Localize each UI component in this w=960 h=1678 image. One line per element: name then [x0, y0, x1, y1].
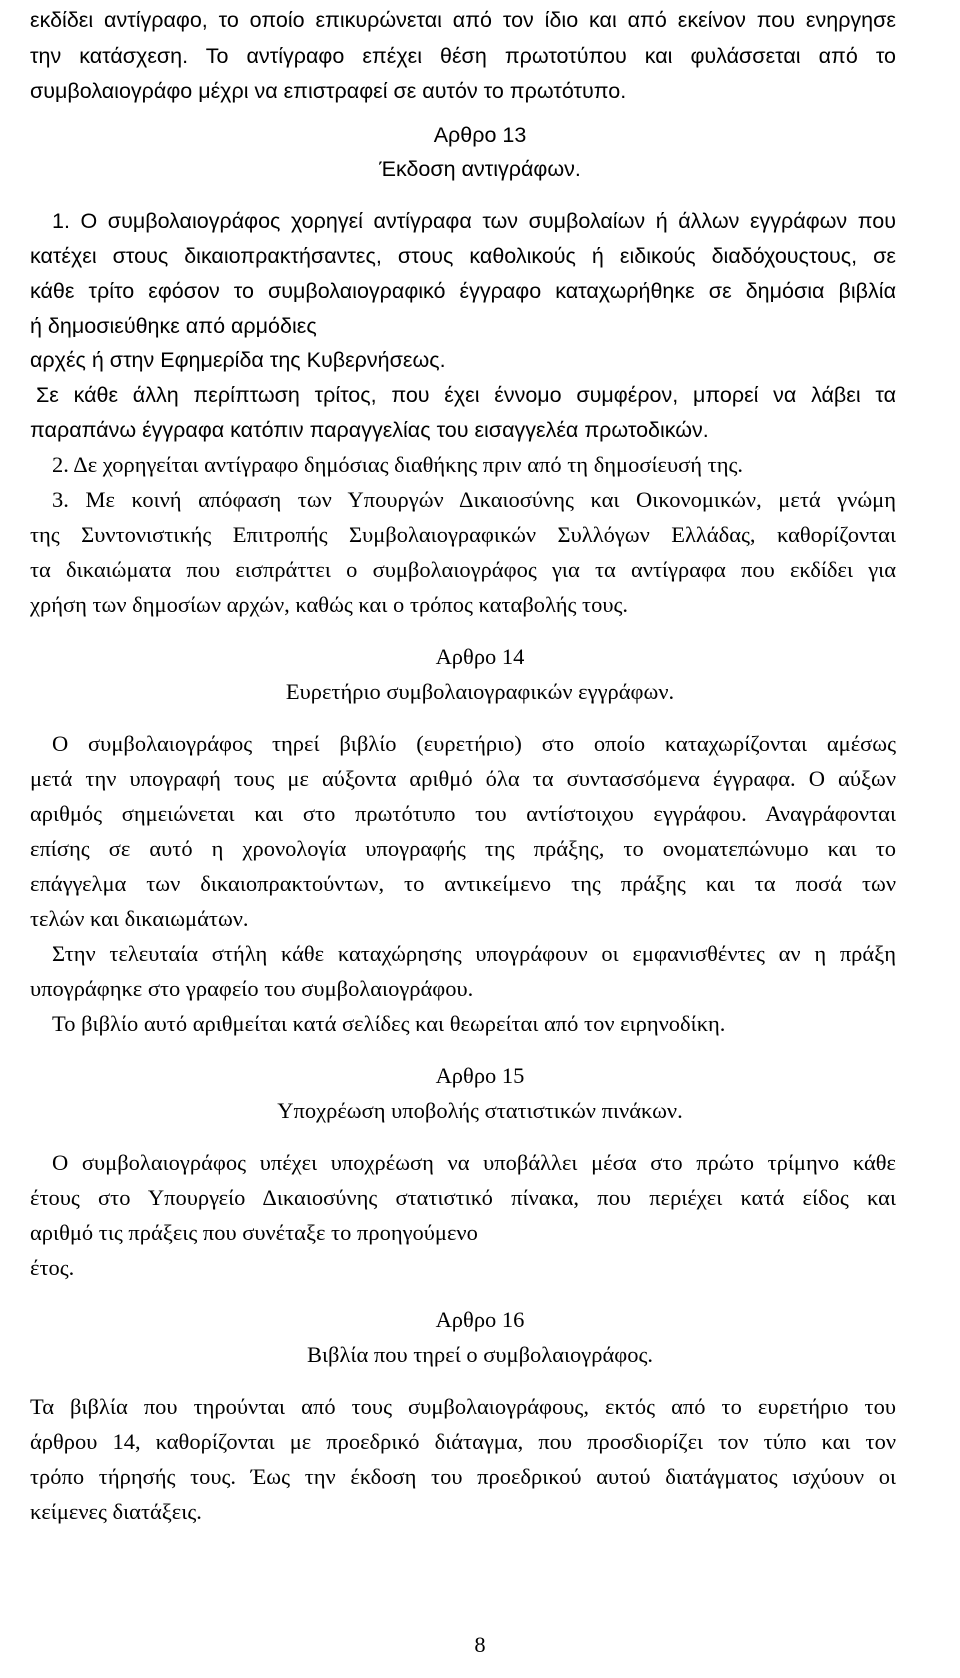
- article-16-line: κείμενες διατάξεις.: [30, 1499, 202, 1524]
- article-14-line: Το βιβλίο αυτό αριθμείται κατά σελίδες και θεωρείται από τον ειρηνοδίκη.: [52, 1011, 726, 1036]
- intro-line: την κατάσχεση. Το αντίγραφο επέχει θέση πρωτοτύπου και φυλάσσεται από το: [30, 44, 896, 68]
- article-15-line: έτους στο Υπουργείο Δικαιοσύνης στατιστικό πίνακα, που περιέχει κατά είδος και: [30, 1185, 896, 1210]
- article-16-heading: Αρθρο 16: [435, 1307, 525, 1332]
- article-13-line: της Συντονιστικής Επιτροπής Συμβολαιογραφικών Συλλόγων Ελλάδας, καθορίζονται: [30, 522, 896, 547]
- article-13-line: κατέχει στους δικαιοπρακτήσαντες, στους καθολικούς ή ειδικούς διαδόχουςτους, σε: [30, 244, 896, 268]
- article-13-line: αρχές ή στην Εφημερίδα της Κυβερνήσεως.: [30, 348, 446, 372]
- article-13-title: Έκδοση αντιγράφων.: [379, 157, 581, 181]
- article-16-line: Τα βιβλία που τηρούνται από τους συμβολαιογράφους, εκτός από το ευρετήριο του: [30, 1394, 896, 1419]
- article-14-line: επάγγελμα των δικαιοπρακτούντων, το αντικείμενο της πράξης και τα ποσά των: [30, 871, 896, 896]
- article-13-line: 1. Ο συμβολαιογράφος χορηγεί αντίγραφα των συμβολαίων ή άλλων εγγράφων που: [52, 209, 896, 233]
- article-14-line: Ο συμβολαιογράφος τηρεί βιβλίο (ευρετήριο) στο οποίο καταχωρίζονται αμέσως: [52, 731, 896, 756]
- article-15-line: έτος.: [30, 1255, 75, 1280]
- article-13-line: παραπάνω έγγραφα κατόπιν παραγγελίας του εισαγγελέα πρωτοδικών.: [30, 418, 709, 442]
- article-13-line: χρήση των δημοσίων αρχών, καθώς και ο τρόπος καταβολής τους.: [30, 592, 628, 617]
- article-14-line: αριθμός σημειώνεται και στο πρωτότυπο του αντίστοιχου εγγράφου. Αναγράφονται: [30, 801, 896, 826]
- article-16-line: άρθρου 14, καθορίζονται με προεδρικό διάταγμα, που προσδιορίζει τον τύπο και τον: [30, 1429, 896, 1454]
- article-13-line: ή δημοσιεύθηκε από αρμόδιες: [30, 314, 317, 338]
- article-15-heading: Αρθρο 15: [435, 1063, 525, 1088]
- article-13-line: Σε κάθε άλλη περίπτωση τρίτος, που έχει έννομο συμφέρον, μπορεί να λάβει τα: [36, 383, 896, 407]
- article-14-line: Στην τελευταία στήλη κάθε καταχώρησης υπογράφουν οι εμφανισθέντες αν η πράξη: [52, 941, 896, 966]
- article-15-line: αριθμό τις πράξεις που συνέταξε το προηγούμενο: [30, 1220, 478, 1245]
- article-14-line: υπογράφηκε στο γραφείο του συμβολαιογράφου.: [30, 976, 474, 1001]
- article-16-line: τρόπο τήρησής τους. Έως την έκδοση του προεδρικού αυτού διατάγματος ισχύουν οι: [30, 1464, 896, 1489]
- article-14-line: τελών και δικαιωμάτων.: [30, 906, 249, 931]
- article-16-title: Βιβλία που τηρεί ο συμβολαιογράφος.: [306, 1342, 654, 1367]
- article-13-heading: Αρθρο 13: [433, 123, 527, 147]
- intro-line: συμβολαιογράφο μέχρι να επιστραφεί σε αυτόν το πρωτότυπο.: [30, 79, 627, 103]
- page-number: 8: [474, 1632, 486, 1657]
- article-15-title: Υποχρέωση υποβολής στατιστικών πινάκων.: [277, 1098, 683, 1123]
- article-14-line: μετά την υπογραφή τους με αύξοντα αριθμό όλα τα συντασσόμενα έγγραφα. Ο αύξων: [30, 766, 896, 791]
- article-13-line: 3. Με κοινή απόφαση των Υπουργών Δικαιοσύνης και Οικονομικών, μετά γνώμη: [52, 487, 896, 512]
- article-14-heading: Αρθρο 14: [435, 644, 525, 669]
- article-15-line: Ο συμβολαιογράφος υπέχει υποχρέωση να υποβάλλει μέσα στο πρώτο τρίμηνο κάθε: [52, 1150, 896, 1175]
- article-13-line: κάθε τρίτο εφόσον το συμβολαιογραφικό έγγραφο καταχωρήθηκε σε δημόσια βιβλία: [30, 279, 896, 303]
- intro-line: εκδίδει αντίγραφο, το οποίο επικυρώνεται από τον ίδιο και από εκείνον που ενηργησε: [30, 8, 896, 32]
- article-13-line: 2. Δε χορηγείται αντίγραφο δημόσιας διαθήκης πριν από τη δημοσίευσή της.: [52, 452, 744, 477]
- article-14-line: επίσης σε αυτό η χρονολογία υπογραφής της πράξης, το ονοματεπώνυμο και το: [30, 836, 896, 861]
- article-14-title: Ευρετήριο συμβολαιογραφικών εγγράφων.: [285, 679, 675, 704]
- article-13-line: τα δικαιώματα που εισπράττει ο συμβολαιογράφος για τα αντίγραφα που εκδίδει για: [30, 557, 896, 582]
